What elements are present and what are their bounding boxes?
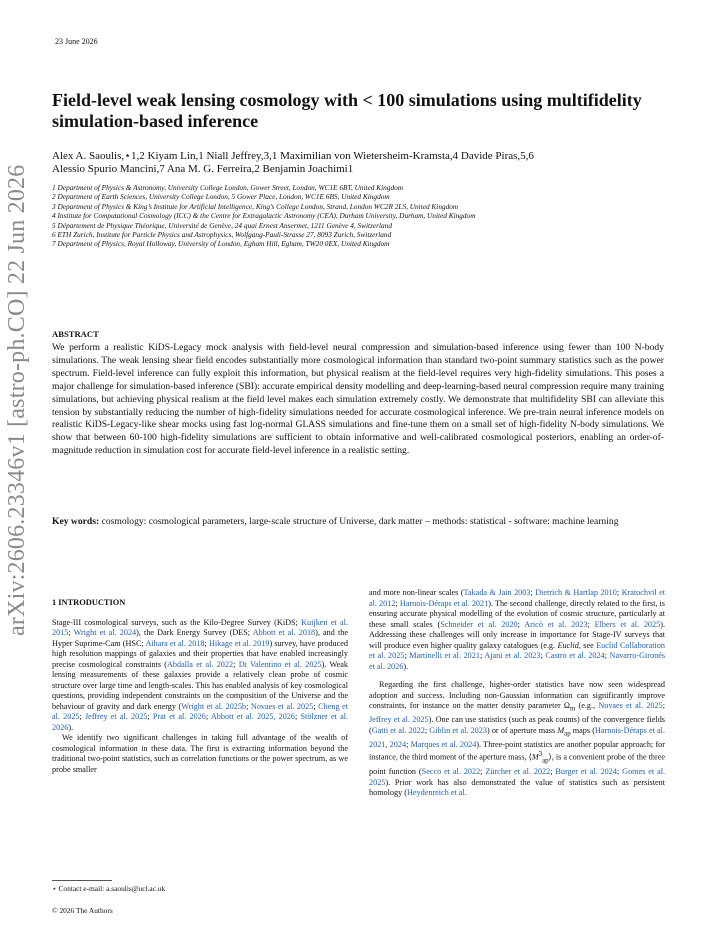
affiliation-3: 3 Department of Physics & King’s Institute for Artificial Intelligence, King’s College London, Strand, London WC2R 2LS, United Kingdom [52,201,459,211]
abstract-text: We perform a realistic KiDS-Legacy mock analysis with field-level neural compression and simulation-based inference using fewer than 100 N-body simulations. The weak lensing shear field encodes substantially more cosmological information than standard two-point summary statistics such as the power spectrum. Field-level inference can fully exploit this information, but physical realism at the field-level requires very high-fidelity simulations. This poses a major challenge for simulation-based inference (SBI): accurate empirical density modelling and deep-learning-based neural compression require many training simulations, but achieving physical realism at the field level makes each simulation extremely costly. We demonstrate that multifidelity SBI can alleviate this tension by substantially reducing the number of high-fidelity simulations needed for accurate cosmological inference. We pre-train neural inference models on realistic KiDS-Legacy-like shear mocks using fast log-normal GLASS simulations and fine-tune them on a small set of high-fidelity N-body simulations. We show that between 60-100 high-fidelity simulations are sufficient to obtain informative and well-calibrated cosmological posteriors, enabling an order-of-magnitude reduction in simulation cost for accurate field-level inference in a realistic setting. [52,342,664,457]
paper-title: Field-level weak lensing cosmology with < 100 simulations using multifidelity simulation-based inference [52,90,642,131]
abstract-heading: ABSTRACT [52,329,99,339]
footnote-rule [52,880,112,881]
affiliation-6: 6 ETH Zurich, Institute for Particle Physics and Astrophysics, Wolfgang-Pauli-Strasse 27, 8093 Zurich, Switzerland [52,230,392,240]
affiliation-2: 2 Department of Earth Sciences, University College London, 5 Gower Place, London, WC1E 6BS, United Kingdom [52,192,390,202]
authors-line-1: Alex A. Saoulis,⋆1,2 Kiyam Lin,1 Niall Jeffrey,3,1 Maximilian von Wietersheim-Kramsta,4 Davide Piras,5,6 [52,150,534,162]
affiliation-5: 5 Département de Physique Théorique, Université de Genève, 24 quai Ernest Ansermet, 1211 Genève 4, Switzerland [52,220,392,230]
affiliation-7: 7 Department of Physics, Royal Holloway, University of London, Egham Hill, Egham, TW20 0EX, United Kingdom [52,239,390,249]
author-list [52,150,672,176]
right-column [369,588,665,799]
contact-footnote: ⋆ Contact e-mail: a.saoulis@ucl.ac.uk [52,884,166,893]
keywords-label: Key words: [52,516,100,527]
intro-paragraph-1: Stage-III cosmological surveys, such as the Kilo-Degree Survey (KiDS; Kuijken et al. 2015; Wright et al. 2024), the Dark Energy Survey (DES; Abbott et al. 2018), and the Hyper Suprime-Cam (HSC; Aihara et al. 2018; Hikage et al. 2019) survey, have produced high resolution mappings of galaxies and their properties that have enabled increasingly precise cosmological constraints (Abdalla et al. 2022; Di Valentino et al. 2025). Weak lensing measurements of these galaxies provide a relatively clean probe of cosmic structure over large time and length-scales. This has enabled analysis of key cosmological questions, providing independent constraints on the composition of the Universe and the behaviour of gravity and dark energy (Wright et al. 2025b; Novaes et al. 2025; Cheng et al. 2025; Jeffrey et al. 2025; Prat et al. 2026; Abbott et al. 2025, 2026; Stölzner et al. 2026). [52,617,349,732]
left-column [52,598,348,775]
authors-line-2: Alessio Spurio Mancini,7 Ana M. G. Ferreira,2 Benjamin Joachimi1 [52,163,354,175]
affiliation-4: 4 Institute for Computational Cosmology (ICC) & the Centre for Extragalactic Astronomy (CEA), Durham University, Durham, United Kingdom [52,211,476,221]
affiliation-1: 1 Department of Physics & Astronomy, University College London, Gower Street, London, WC1E 6BT, United Kingdom [52,183,404,192]
keywords [52,516,664,529]
arxiv-identifier[interactable]: arXiv:2606.23346v1 [astro-ph.CO] 22 Jun 2026 [4,164,30,636]
copyright-notice: © 2026 The Authors [52,906,113,915]
keywords-text: cosmology: cosmological parameters, large-scale structure of Universe, dark matter – methods: statistical - software: machine learning [101,516,619,527]
section-heading: 1 INTRODUCTION [52,598,126,607]
intro-paragraph-2: We identify two significant challenges in taking full advantage of the wealth of cosmological information in these data. The first is extracting information beyond the traditional two-point statistics, such as correlation functions or the power spectrum, as we probe smaller [52,733,348,774]
affiliations [52,183,672,249]
header-date: 23 June 2026 [55,37,98,46]
intro-paragraph-4: Regarding the first challenge, higher-order statistics have now seen widespread adoption and success. Including non-Gaussian information can significantly improve constraints, for instance on the matter density parameter $\Omega_m$ (e.g., Novaes et al. 2025; Jeffrey et al. 2025). One can use statistics (such as peak counts) of the convergence fields (Gatti et al. 2022; Giblin et al. 2023) or of aperture mass $M_{ap}$ maps (Harnois-Déraps et al. 2021, 2024; Marques et al. 2024). Three-point statistics are another popular approach; for instance, the third moment of the aperture mass, $⟨M^3_{ap}⟩$, is a convenient probe of the three point function (Secco et al. 2022; Zürcher et al. 2022; Burger et al. 2024; Gomes et al. 2025). Prior work has also demonstrated the value of statistics such as persistent homology (Heydenreich et al. [369,680,666,798]
intro-paragraph-3: and more non-linear scales (Takada & Jain 2003; Dietrich & Hartlap 2010; Kratochvil et al. 2012; Harnois-Déraps et al. 2021). The second challenge, directly related to the first, is ensuring accurate physical modelling of the evolution of cosmic structure, particularly at these small scales (Schneider et al. 2020; Aricò et al. 2023; Elbers et al. 2025). Addressing these challenges will only increase in importance for Stage-IV surveys that will produce even higher quality galaxy catalogues (e.g. Euclid, see Euclid Collaboration et al. 2025; Martinelli et al. 2021; Ajani et al. 2023; Castro et al. 2024; Navarro-Gironés et al. 2026). [369,588,666,671]
